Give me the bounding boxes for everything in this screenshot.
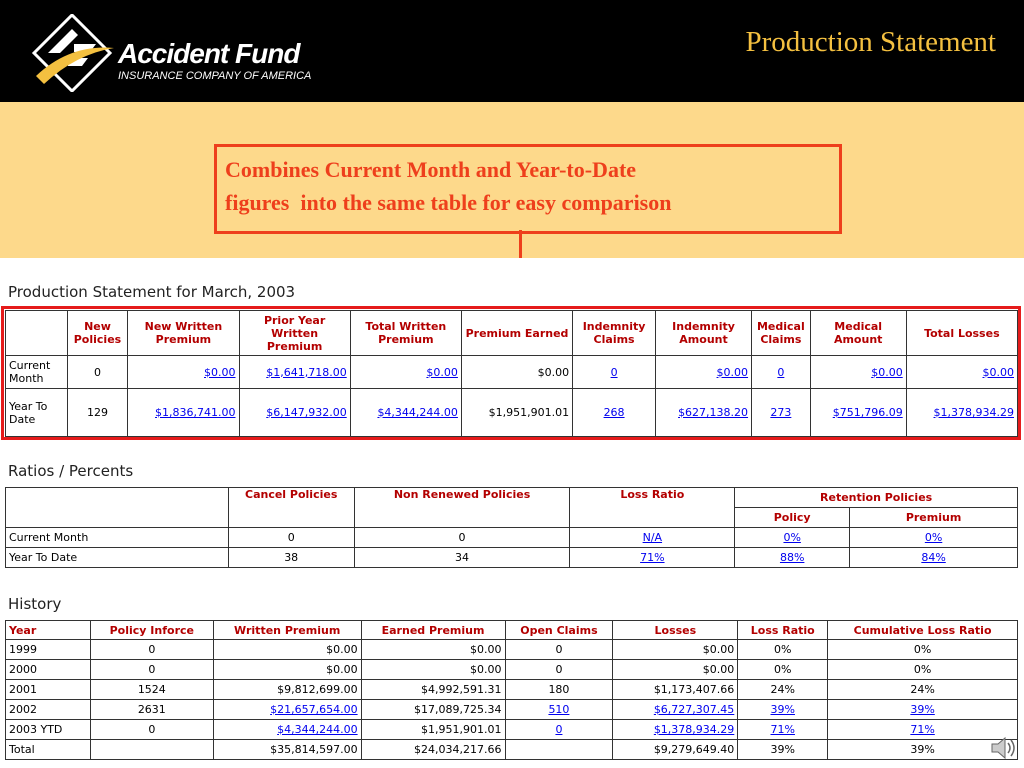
history-cell [613,700,738,720]
history-cell: $1,173,407.66 [613,680,738,700]
production-header: New Written Premium [128,311,239,356]
value-link[interactable]: 268 [603,406,625,419]
production-header: New Policies [67,311,128,356]
history-header: Loss Ratio [738,621,828,640]
header-non-renewed: Non Renewed Policies [354,488,570,528]
history-cell: 39% [738,740,828,760]
history-cell: 1999 [6,640,91,660]
history-cell: 0% [828,660,1018,680]
production-header: Premium Earned [461,311,572,356]
production-table [5,310,1018,437]
value-cell [350,356,461,389]
row-label: Year To Date [6,548,229,568]
value-link[interactable]: 0 [777,365,785,379]
value-link[interactable]: $0.00 [716,365,749,379]
header-retention-premium: Premium [850,508,1018,528]
header-retention: Retention Policies [735,488,1018,508]
history-row [6,700,1018,720]
history-cell: 180 [505,680,613,700]
production-row [6,356,1018,389]
production-header: Total Written Premium [350,311,461,356]
history-cell [828,700,1018,720]
value-link[interactable]: $0.00 [982,365,1014,379]
value-link[interactable]: $0.00 [426,365,458,379]
history-header: Losses [613,621,738,640]
history-cell: 0 [505,660,613,680]
value-link[interactable]: 273 [770,406,792,419]
value-link[interactable]: $1,378,934.29 [933,406,1014,419]
history-cell: 2003 YTD [6,720,91,740]
history-cell: Total [6,740,91,760]
history-row [6,680,1018,700]
value-cell [128,356,239,389]
history-cell: 2002 [6,700,91,720]
history-cell: 0% [828,640,1018,660]
ratios-corner [6,488,229,528]
speaker-icon[interactable] [990,735,1018,761]
history-cell: $0.00 [361,660,505,680]
value-cell [573,389,656,437]
history-link[interactable]: 0 [555,723,563,736]
history-cell: $0.00 [613,660,738,680]
ratios-row [6,548,1018,568]
history-link[interactable]: 39% [770,703,795,716]
accident-fund-logo-icon [30,14,114,92]
callout-line-1: Combines Current Month and Year-to-Date [225,157,637,182]
non-renewed-value: 34 [354,548,570,568]
history-cell: $9,812,699.00 [213,680,361,700]
production-header: Total Losses [906,311,1017,356]
history-cell: $0.00 [213,640,361,660]
history-table [5,620,1018,760]
value-cell [239,389,350,437]
history-cell: 2631 [90,700,213,720]
loss-ratio-link[interactable]: 71% [640,551,665,564]
history-cell [738,700,828,720]
company-logo [30,14,330,92]
row-label: Year To Date [6,389,68,437]
value-cell: $1,951,901.01 [461,389,572,437]
history-link[interactable]: $6,727,307.45 [653,703,735,716]
value-cell [128,389,239,437]
history-header: Year [6,621,91,640]
value-cell: 0 [67,356,128,389]
history-cell: 39% [828,740,1018,760]
value-link[interactable]: $4,344,244.00 [377,406,458,419]
callout-box [214,144,842,234]
history-row [6,740,1018,760]
history-cell: $35,814,597.00 [213,740,361,760]
loss-ratio-link[interactable]: N/A [642,531,663,544]
history-cell [505,740,613,760]
history-cell [213,700,361,720]
value-link[interactable]: $1,836,741.00 [155,406,236,419]
header-cancel: Cancel Policies [228,488,354,528]
value-cell: 129 [67,389,128,437]
production-header: Indemnity Claims [573,311,656,356]
history-cell: 2000 [6,660,91,680]
history-header: Cumulative Loss Ratio [828,621,1018,640]
value-cell [573,356,656,389]
history-link[interactable]: $4,344,244.00 [277,723,358,736]
history-cell: $0.00 [213,660,361,680]
history-cell [613,720,738,740]
history-cell [505,700,613,720]
history-cell [90,740,213,760]
logo-name: Accident Fund [118,38,300,69]
history-cell: $0.00 [613,640,738,660]
ratios-title: Ratios / Percents [8,462,134,480]
value-link[interactable]: $627,138.20 [678,406,749,419]
value-link[interactable]: $6,147,932.00 [266,406,347,419]
value-cell [906,389,1017,437]
cancel-value: 38 [228,548,354,568]
history-cell: 0% [738,660,828,680]
history-row [6,660,1018,680]
history-link[interactable]: 39% [910,703,935,716]
ratios-table [5,487,1018,568]
history-cell [213,720,361,740]
history-cell: 2001 [6,680,91,700]
history-cell [738,720,828,740]
value-cell [810,356,906,389]
history-cell: 24% [828,680,1018,700]
history-header: Policy Inforce [90,621,213,640]
history-link[interactable]: 71% [770,723,795,736]
history-cell: 0 [505,640,613,660]
value-cell [906,356,1017,389]
row-label: Current Month [6,356,68,389]
history-cell: $24,034,217.66 [361,740,505,760]
value-cell [239,356,350,389]
history-cell: 0% [738,640,828,660]
value-cell [656,389,752,437]
value-link[interactable]: $751,796.09 [832,406,903,419]
production-header: Indemnity Amount [656,311,752,356]
slide-title: Production Statement [745,26,996,58]
production-header: Medical Claims [752,311,811,356]
callout-line-2: figures into the same table for easy comparison [225,190,672,215]
value-cell [656,356,752,389]
history-cell: $0.00 [361,640,505,660]
retention-policy-link[interactable]: 88% [779,551,805,564]
production-header: Prior Year Written Premium [239,311,350,356]
value-link[interactable]: $0.00 [871,365,903,379]
value-cell: $0.00 [461,356,572,389]
history-cell: $1,951,901.01 [361,720,505,740]
value-cell [810,389,906,437]
history-cell: $4,992,591.31 [361,680,505,700]
cancel-value: 0 [228,528,354,548]
logo-subtitle: INSURANCE COMPANY OF AMERICA [118,70,312,82]
history-cell: 24% [738,680,828,700]
history-header: Earned Premium [361,621,505,640]
history-header: Written Premium [213,621,361,640]
header-loss-ratio: Loss Ratio [570,488,735,528]
history-cell: $17,089,725.34 [361,700,505,720]
history-cell: 0 [90,660,213,680]
history-link[interactable]: 71% [910,723,935,736]
value-cell [350,389,461,437]
production-title: Production Statement for March, 2003 [8,283,296,301]
production-row [6,389,1018,437]
value-link[interactable]: $0.00 [204,365,236,379]
history-cell: $9,279,649.40 [613,740,738,760]
ratios-row [6,528,1018,548]
history-row [6,640,1018,660]
history-link[interactable]: $21,657,654.00 [270,703,358,716]
retention-policy-link[interactable]: 0% [783,531,801,544]
header-bar [0,0,1024,102]
non-renewed-value: 0 [354,528,570,548]
production-header: Medical Amount [810,311,906,356]
value-cell [752,389,811,437]
history-title: History [8,595,62,613]
history-row [6,720,1018,740]
row-label: Current Month [6,528,229,548]
retention-premium-link[interactable]: 0% [924,531,943,544]
history-cell: 0 [90,640,213,660]
history-header: Open Claims [505,621,613,640]
value-link[interactable]: 0 [610,365,618,379]
retention-premium-link[interactable]: 84% [921,551,946,564]
value-link[interactable]: $1,641,718.00 [266,365,347,379]
history-cell [505,720,613,740]
header-retention-policy: Policy [735,508,850,528]
history-cell: 1524 [90,680,213,700]
history-link[interactable]: 510 [548,703,570,716]
history-cell: 0 [90,720,213,740]
value-cell [752,356,811,389]
corner-cell [6,311,68,356]
history-link[interactable]: $1,378,934.29 [653,723,735,736]
